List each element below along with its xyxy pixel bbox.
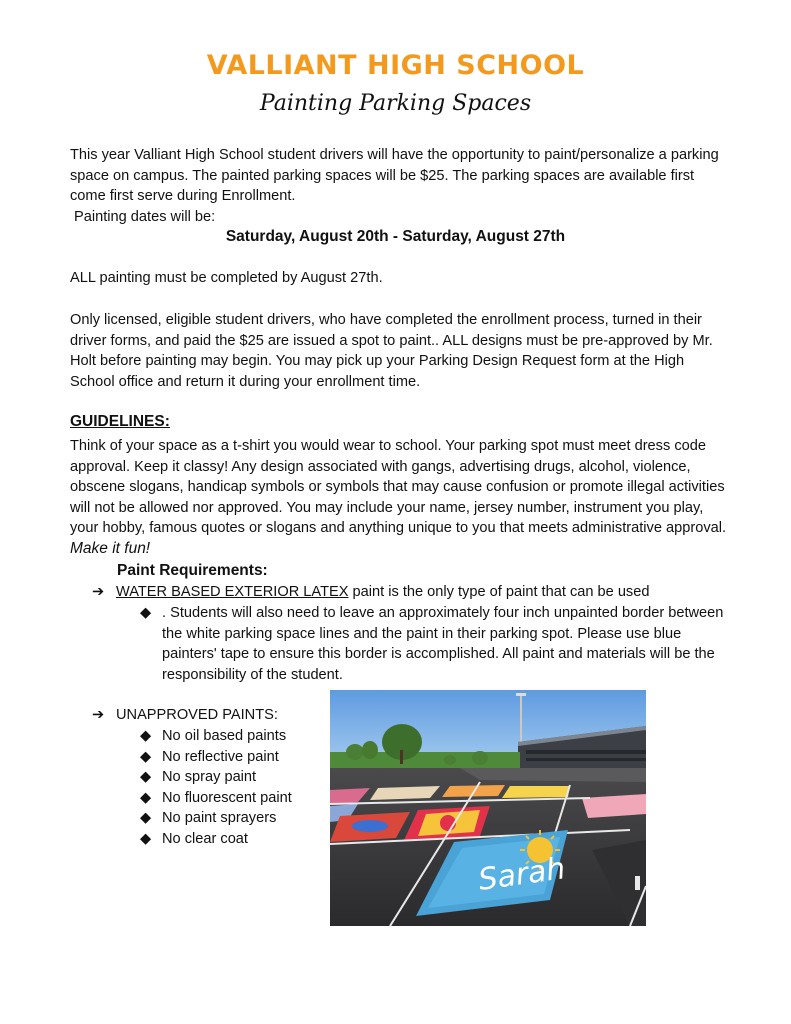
unapproved-paints-list	[140, 726, 292, 850]
guidelines-text: Think of your space as a t-shirt you would wear to school. Your parking spot must meet dress code approval. Keep it classy! Any design associated with gangs, advertising drugs, alcohol, violence, obscene slogans, handicap symbols or symbols that may cause confusion or promote illegal activities will not be allowed nor approved. You may include your name, jersey number, instrument you play, your hobby, famous quotes or slogans and anything unique to you that meets administrative approval.	[70, 438, 727, 537]
list-item	[140, 747, 292, 768]
border-note-text: . Students will also need to leave an approximately four inch unpainted border between the white parking space lines and the paint in their parking spot. Please use blue painters' tape to ensure this border is accomplished. All paint and materials will be the responsibility of the student.	[162, 605, 724, 683]
parking-lot-illustration	[330, 690, 646, 926]
diamond-bullet-icon: ◆	[140, 789, 152, 806]
list-item	[140, 767, 292, 788]
guidelines-heading: GUIDELINES:	[70, 413, 170, 430]
paint-type-text	[116, 582, 649, 603]
list-item-label: No reflective paint	[162, 748, 279, 765]
parking-lot-photo	[330, 690, 646, 926]
diamond-bullet-icon: ◆	[140, 769, 152, 786]
arrow-right-icon: ➔	[92, 707, 105, 723]
list-item-label: No paint sprayers	[162, 810, 277, 827]
painted-name-sarah: Sarah	[476, 851, 568, 898]
list-item-label: No clear coat	[162, 830, 248, 847]
diamond-bullet-icon: ◆	[140, 830, 152, 847]
page-title: VALLIANT HIGH SCHOOL	[206, 50, 585, 81]
intro-paragraph	[70, 145, 730, 227]
list-item	[140, 829, 292, 850]
list-item	[140, 808, 292, 829]
list-item	[140, 726, 292, 747]
dates-label: Painting dates will be:	[74, 208, 216, 225]
diamond-bullet-icon: ◆	[140, 605, 152, 621]
list-item-label: No fluorescent paint	[162, 789, 292, 806]
page-subtitle: Painting Parking Spaces	[259, 91, 532, 116]
paint-type-name: WATER BASED EXTERIOR LATEX	[116, 584, 349, 600]
guidelines-paragraph	[70, 436, 730, 560]
diamond-bullet-icon: ◆	[140, 728, 152, 744]
eligibility-paragraph: Only licensed, eligible student drivers, who have completed the enrollment process, turned in their driver forms, and paid the $25 are issued a spot to paint.. ALL designs must be pre-approved by Mr. Holt before painting may begin. You may pick up your Parking Design Request form at the High School office and return it during your enrollment time.	[70, 312, 713, 390]
diamond-bullet-icon: ◆	[140, 810, 152, 827]
unapproved-heading: UNAPPROVED PAINTS:	[116, 707, 278, 723]
list-item-label: No oil based paints	[162, 728, 287, 744]
deadline-text: ALL painting must be completed by August 27th.	[70, 270, 383, 286]
diamond-bullet-icon: ◆	[140, 748, 152, 765]
arrow-right-icon: ➔	[92, 584, 105, 600]
paint-requirements-heading: Paint Requirements:	[117, 562, 268, 579]
make-it-fun-text: Make it fun!	[70, 539, 151, 557]
painting-dates: Saturday, August 20th - Saturday, August 27th	[225, 228, 566, 245]
list-item	[140, 788, 292, 809]
border-note-item	[140, 603, 730, 685]
paint-type-rest: paint is the only type of paint that can be used	[348, 584, 650, 600]
list-item-label: No spray paint	[162, 769, 257, 786]
intro-text: This year Valliant High School student drivers will have the opportunity to paint/personalize a parking space on campus. The painted parking spaces will be $25. The parking spaces are available first come first serve during Enrollment.	[70, 147, 719, 205]
